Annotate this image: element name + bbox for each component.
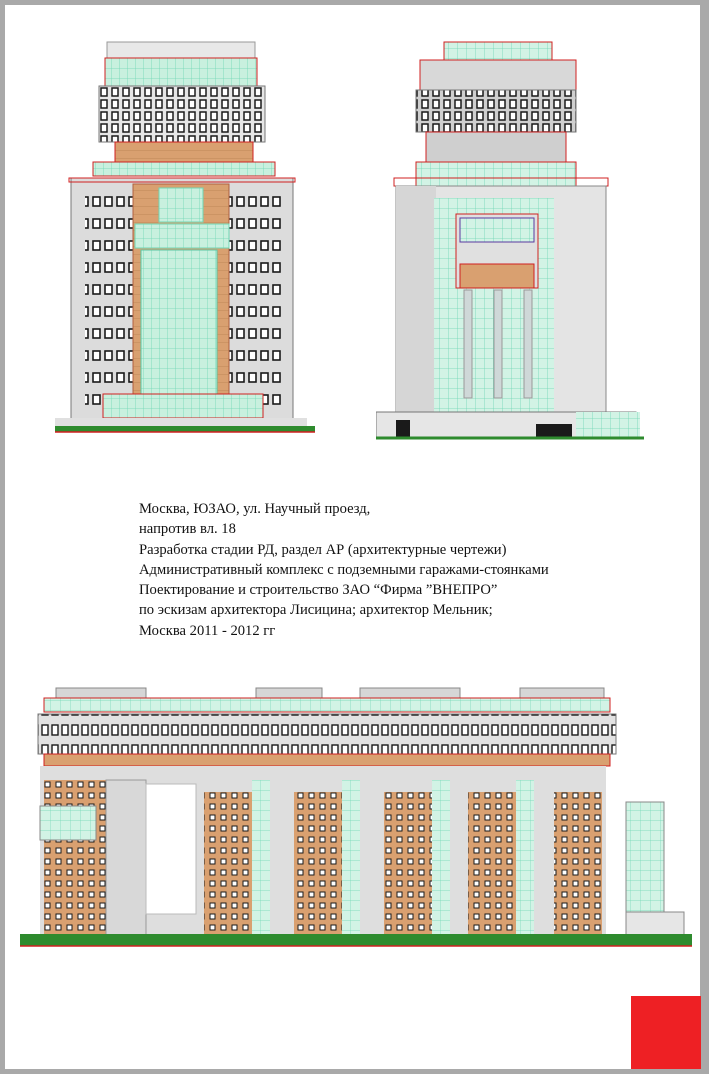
caption-line: напротив вл. 18 <box>139 521 236 538</box>
side-elevation <box>376 38 646 442</box>
project-caption <box>139 499 609 641</box>
caption-line: Москва, ЮЗАО, ул. Научный проезд, <box>139 501 371 517</box>
front-elevation <box>55 38 315 440</box>
caption-line: Москва 2011 - 2012 гг <box>139 622 276 639</box>
caption-line: Административный комплекс с подземными гаражами-стоянками <box>139 561 549 578</box>
long-elevation <box>20 680 692 952</box>
caption-line: по эскизам архитектора Лисицина; архитектор Мельник; <box>139 602 493 619</box>
caption-line: Поектирование и строительство ЗАО “Фирма ”ВНЕПРО” <box>139 582 498 599</box>
caption-line: Разработка стадии РД, раздел АР (архитектурные чертежи) <box>139 541 507 558</box>
red-accent-square <box>631 996 701 1069</box>
